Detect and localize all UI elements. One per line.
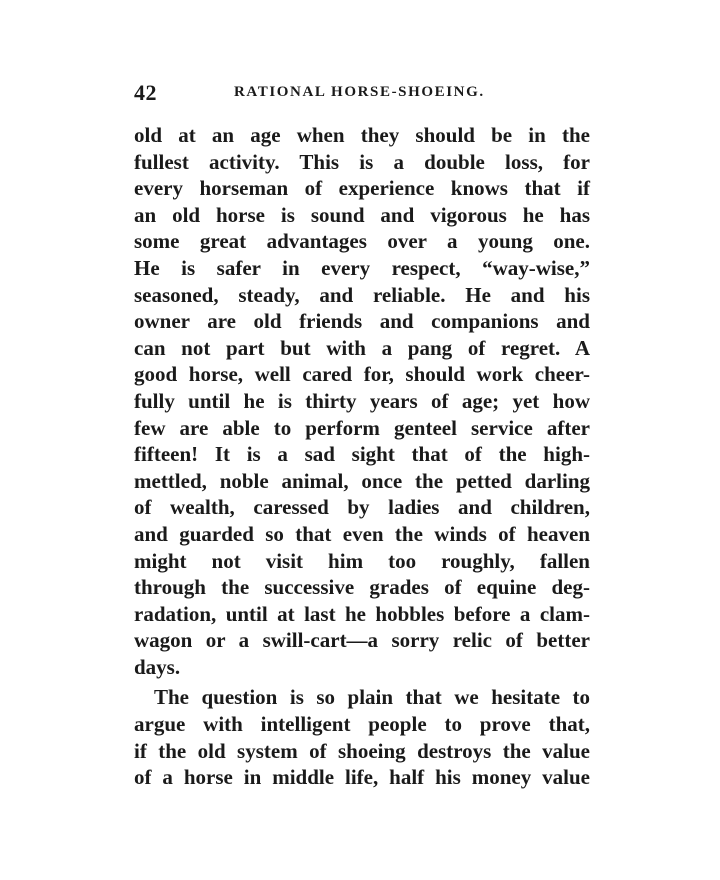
text-line: through the successive grades of equine deg- [134,575,590,600]
text-line: owner are old friends and companions and [134,309,590,334]
text-line: might not visit him too roughly, fallen [134,548,590,573]
text-line: days. [134,654,181,679]
running-title: RATIONAL HORSE-SHOEING. [234,84,485,100]
text-line: fullest activity. This is a double loss, for [134,149,590,174]
text-line: if the old system of shoeing destroys the value [134,738,590,763]
paragraph-1 [134,122,590,680]
text-line: of wealth, caressed by ladies and children, [134,495,590,520]
text-line: of a horse in middle life, half his money value [134,765,590,790]
text-line: old at an age when they should be in the [134,123,590,147]
text-line: argue with intelligent people to prove that, [134,712,590,737]
text-line: good horse, well cared for, should work cheer- [134,362,590,387]
page-header [134,80,586,108]
paragraph-2 [134,684,590,790]
text-line: can not part but with a pang of regret. A [134,335,590,360]
text-line: and guarded so that even the winds of heaven [134,521,590,546]
text-line: few are able to perform genteel service after [134,415,590,440]
text-line: wagon or a swill-cart—a sorry relic of better [134,628,590,653]
text-line: some great advantages over a young one. [134,229,590,254]
text-line: mettled, noble animal, once the petted darling [134,468,590,493]
text-line: an old horse is sound and vigorous he has [134,202,590,227]
text-line: every horseman of experience knows that if [134,176,590,201]
body-text [134,122,590,791]
text-line: The question is so plain that we hesitate to [154,685,590,710]
text-line: He is safer in every respect, “way-wise,” [134,255,590,280]
text-line: fully until he is thirty years of age; yet how [134,388,590,413]
text-line: fifteen! It is a sad sight that of the high- [134,442,590,467]
page-number: 42 [134,80,157,105]
text-line: radation, until at last he hobbles before a clam- [134,601,590,626]
text-line: seasoned, steady, and reliable. He and his [134,282,590,307]
